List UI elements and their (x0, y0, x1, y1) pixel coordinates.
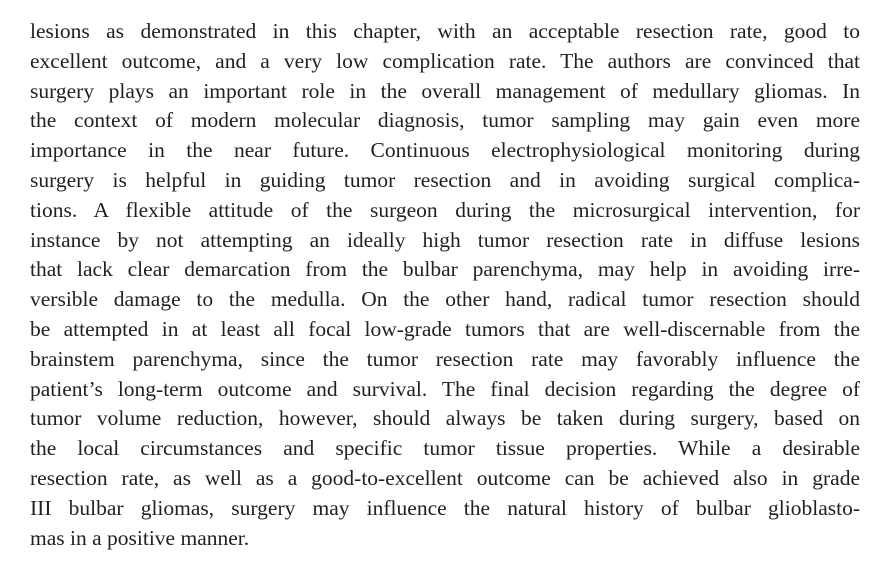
body-paragraph (30, 17, 860, 553)
text-line: III bulbar gliomas, surgery may influence the natural history of bulbar glioblasto- (30, 495, 860, 520)
text-line: that lack clear demarcation from the bulbar parenchyma, may help in avoiding irre- (30, 257, 860, 282)
text-line: brainstem parenchyma, since the tumor resection rate may favorably influence the (30, 346, 860, 371)
text-line: surgery is helpful in guiding tumor resection and in avoiding surgical complica- (30, 167, 860, 192)
text-line: resection rate, as well as a good-to-excellent outcome can be achieved also in grade (30, 465, 860, 490)
text-line: versible damage to the medulla. On the other hand, radical tumor resection should (30, 287, 860, 312)
text-line: the context of modern molecular diagnosis, tumor sampling may gain even more (30, 108, 860, 133)
text-line: tions. A flexible attitude of the surgeon during the microsurgical intervention, for (30, 197, 860, 222)
text-line: lesions as demonstrated in this chapter, with an acceptable resection rate, good to (30, 19, 860, 43)
text-line: patient’s long-term outcome and survival. The final decision regarding the degree of (30, 376, 860, 401)
document-page (30, 17, 860, 553)
text-line: surgery plays an important role in the overall management of medullary gliomas. In (30, 78, 860, 103)
text-line: tumor volume reduction, however, should always be taken during surgery, based on (30, 406, 860, 431)
text-line: importance in the near future. Continuous electrophysiological monitoring during (30, 138, 860, 163)
text-line: the local circumstances and specific tumor tissue properties. While a desirable (30, 436, 860, 461)
text-line: be attempted in at least all focal low-grade tumors that are well-discernable from the (30, 316, 860, 341)
text-line: instance by not attempting an ideally high tumor resection rate in diffuse lesions (30, 227, 860, 252)
text-line-last: mas in a positive manner. (30, 525, 250, 550)
text-line: excellent outcome, and a very low complication rate. The authors are convinced that (30, 48, 860, 73)
